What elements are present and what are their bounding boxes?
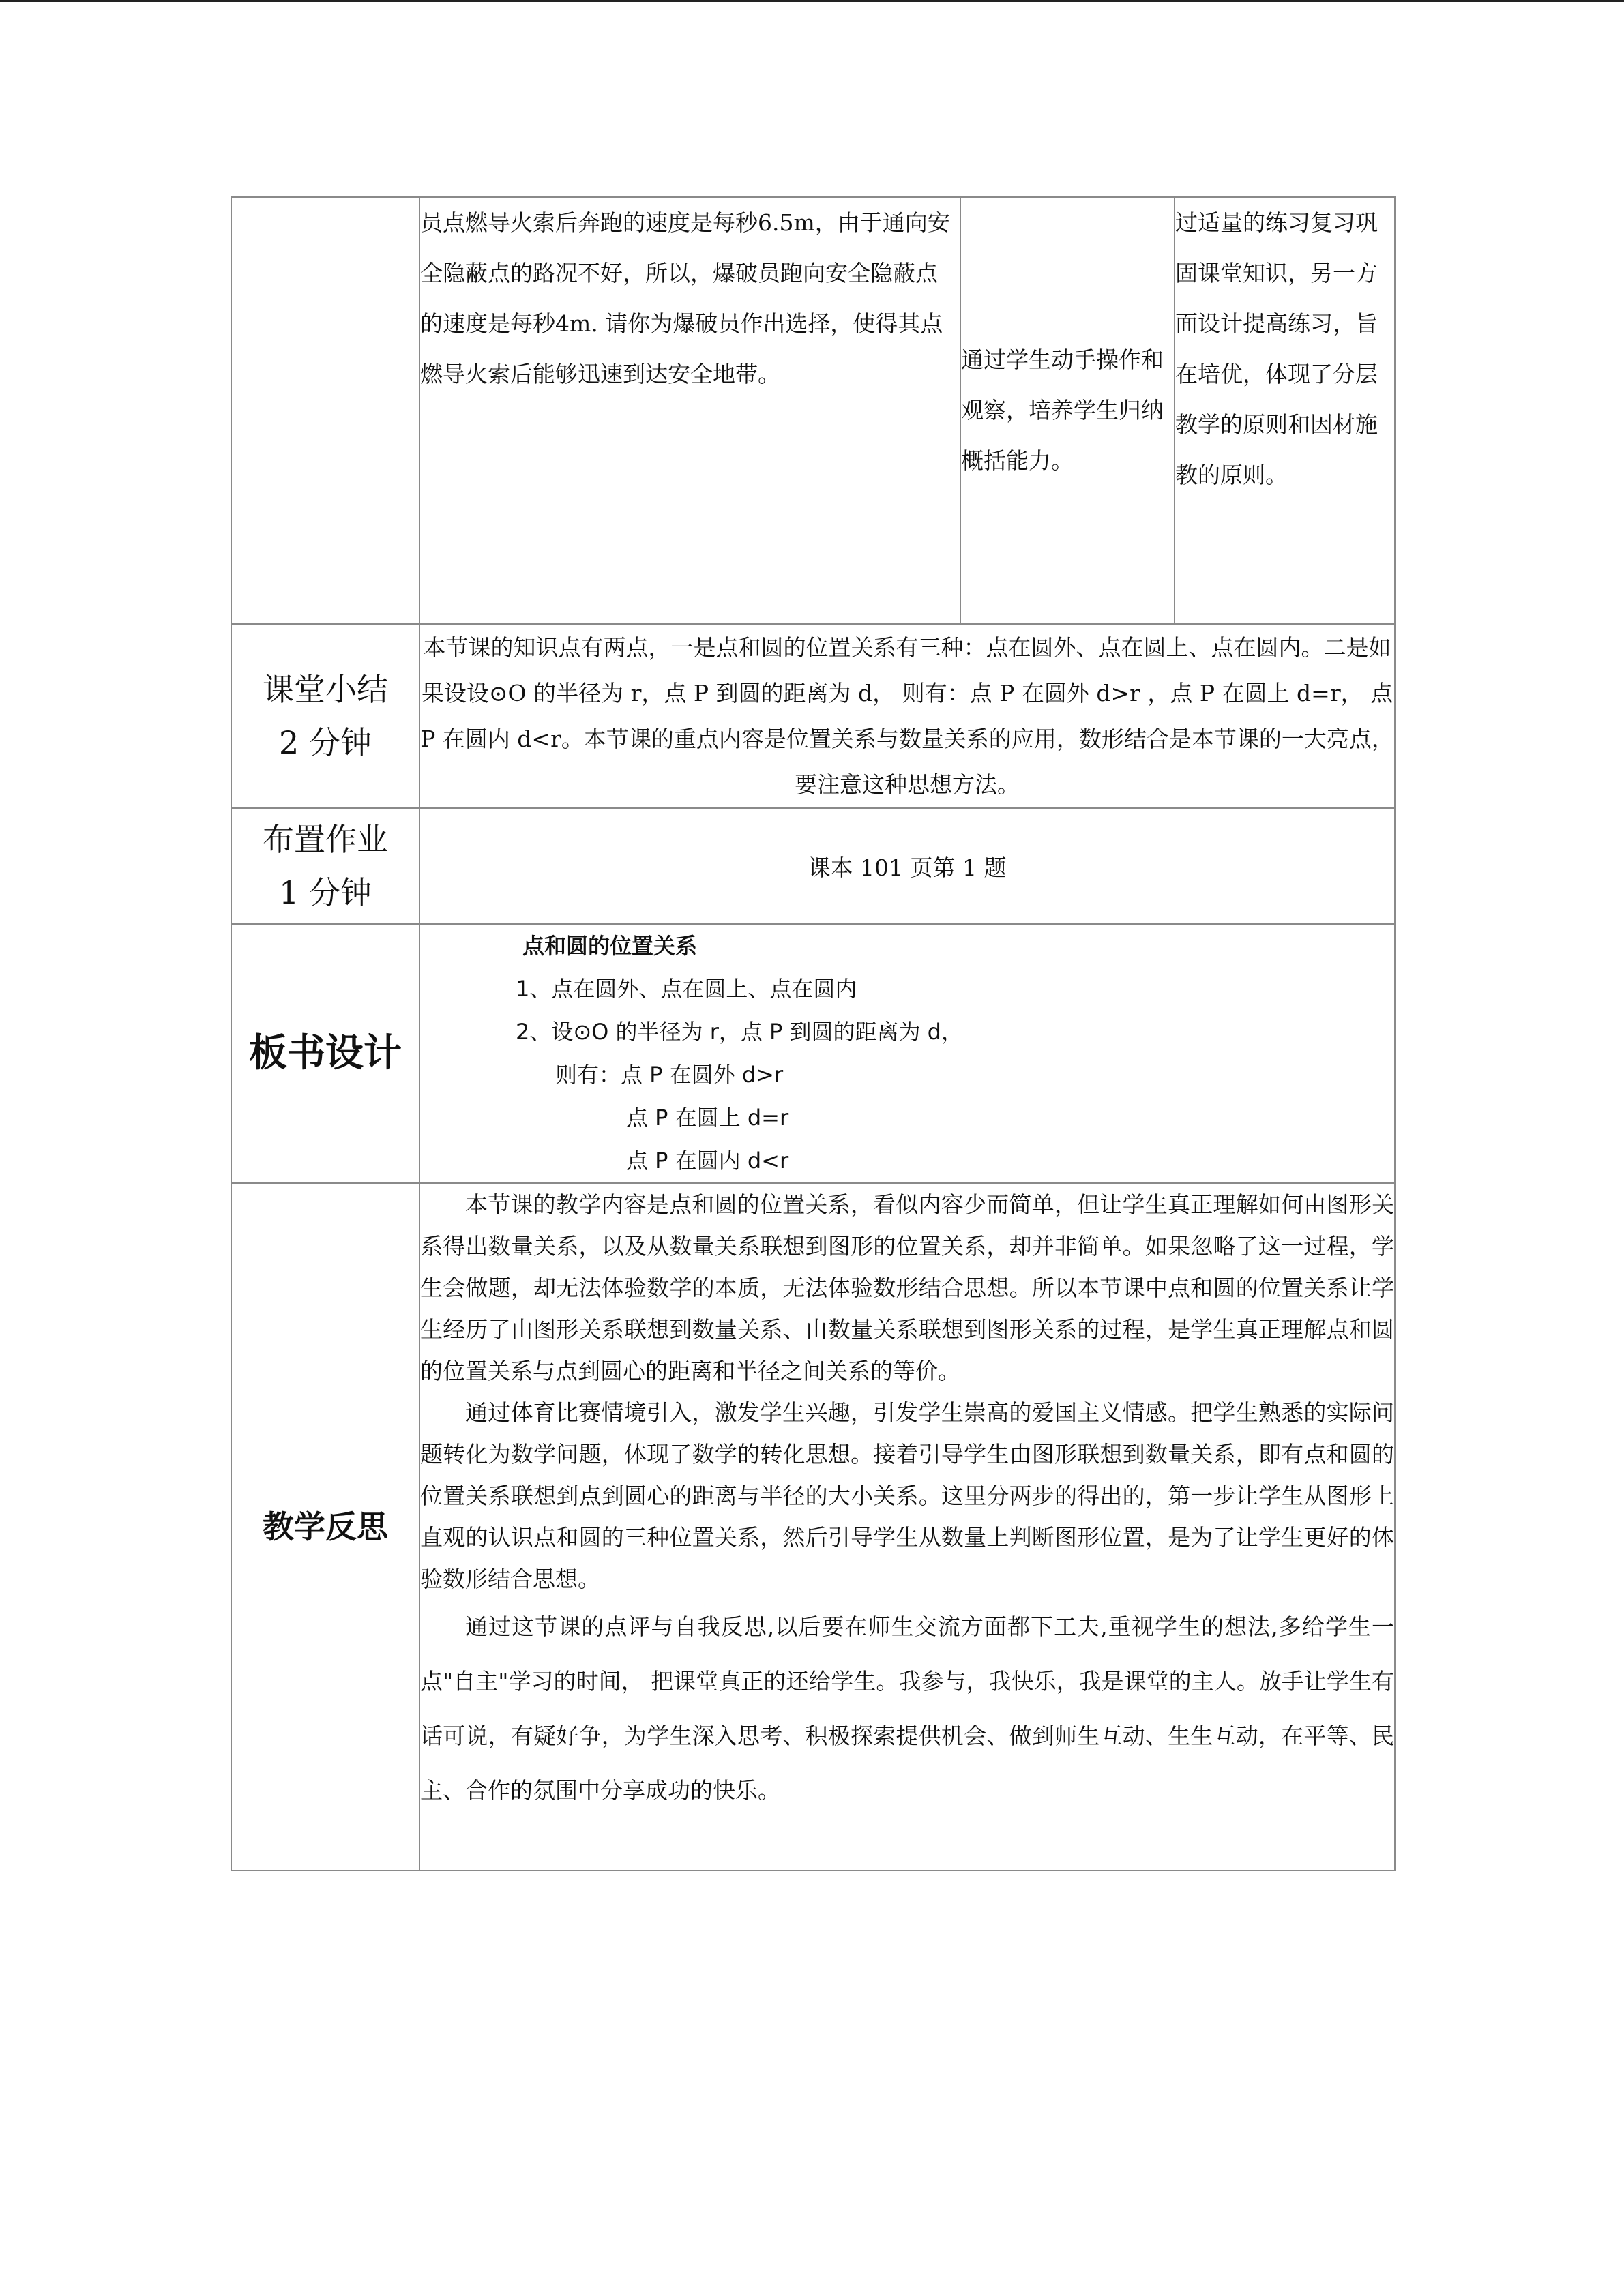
summary-label bbox=[231, 624, 419, 808]
homework-text: 课本 101 页第 1 题 bbox=[419, 808, 1395, 924]
summary-label-time: 2 分钟 bbox=[279, 724, 372, 761]
board-line-1: 1、点在圆外、点在圆上、点在圆内 bbox=[516, 976, 857, 1002]
table-row-board bbox=[231, 924, 1395, 1183]
empty-label-cell bbox=[231, 197, 419, 624]
reflection-paragraph-3: 通过这节课的点评与自我反思,以后要在师生交流方面都下工夫,重视学生的想法,多给学生一点"自主"学习的时间， 把课堂真正的还给学生。我参与，我快乐，我是课堂的主人。放手让学生有话可说，有疑好争，为学生深入思考、积极探索提供机会、做到师生互动、生生互动，在平等、民主、合作的氛围中分享成功的快乐。 bbox=[420, 1613, 1394, 1804]
board-line-3: 则有：点 P 在圆外 d>r bbox=[555, 1062, 784, 1088]
design-intent: 通过学生动手操作和观察，培养学生归纳概括能力。 bbox=[960, 197, 1175, 624]
table-row-homework bbox=[231, 808, 1395, 924]
table-row-exercise bbox=[231, 197, 1395, 624]
design-notes: 过适量的练习复习巩固课堂知识，另一方面设计提高练习，旨在培优，体现了分层教学的原则和因材施教的原则。 bbox=[1175, 197, 1395, 624]
table-row-summary bbox=[231, 624, 1395, 808]
board-content bbox=[419, 924, 1395, 1183]
board-line-5: 点 P 在圆内 d<r bbox=[626, 1148, 789, 1174]
exercise-content: 员点燃导火索后奔跑的速度是每秒6.5m，由于通向安全隐蔽点的路况不好，所以，爆破员跑向安全隐蔽点的速度是每秒4m. 请你为爆破员作出选择，使得其点燃导火索后能够迅速到达安全地带。 bbox=[419, 197, 960, 624]
summary-label-title: 课堂小结 bbox=[263, 671, 388, 708]
page-top-border bbox=[0, 0, 1624, 2]
reflection-label: 教学反思 bbox=[231, 1183, 419, 1870]
homework-label-title: 布置作业 bbox=[263, 821, 388, 858]
table-row-reflection bbox=[231, 1183, 1395, 1870]
homework-label bbox=[231, 808, 419, 924]
reflection-paragraph-1: 本节课的教学内容是点和圆的位置关系，看似内容少而简单，但让学生真正理解如何由图形关系得出数量关系，以及从数量关系联想到图形的位置关系，却并非简单。如果忽略了这一过程，学生会做题，却无法体验数学的本质，无法体验数形结合思想。所以本节课中点和圆的位置关系让学生经历了由图形关系联想到数量关系、由数量关系联想到图形关系的过程，是学生真正理解点和圆的位置关系与点到圆心的距离和半径之间关系的等价。 bbox=[420, 1191, 1394, 1384]
summary-text: 本节课的知识点有两点，一是点和圆的位置关系有三种：点在圆外、点在圆上、点在圆内。二是如果设设⊙O 的半径为 r，点 P 到圆的距离为 d， 则有：点 P 在圆外 d>r ，点 P 在圆上 d=r， 点 P 在圆内 d<r。本节课的重点内容是位置关系与数量关系的应用，数形结合是本节课的一大亮点，要注意这种思想方法。 bbox=[419, 624, 1395, 808]
board-title: 点和圆的位置关系 bbox=[522, 933, 698, 959]
reflection-content bbox=[419, 1183, 1395, 1870]
lesson-plan-table bbox=[231, 196, 1396, 1871]
board-line-2: 2、设⊙O 的半径为 r，点 P 到圆的距离为 d， bbox=[516, 1019, 963, 1045]
reflection-paragraph-2: 通过体育比赛情境引入，激发学生兴趣，引发学生崇高的爱国主义情感。把学生熟悉的实际问题转化为数学问题，体现了数学的转化思想。接着引导学生由图形联想到数量关系，即有点和圆的位置关系联想到点到圆心的距离与半径的大小关系。这里分两步的得出的，第一步让学生从图形上直观的认识点和圆的三种位置关系，然后引导学生从数量上判断图形位置，是为了让学生更好的体验数形结合思想。 bbox=[420, 1399, 1394, 1592]
homework-label-time: 1 分钟 bbox=[279, 874, 372, 911]
board-label: 板书设计 bbox=[231, 924, 419, 1183]
board-line-4: 点 P 在圆上 d=r bbox=[626, 1105, 789, 1131]
